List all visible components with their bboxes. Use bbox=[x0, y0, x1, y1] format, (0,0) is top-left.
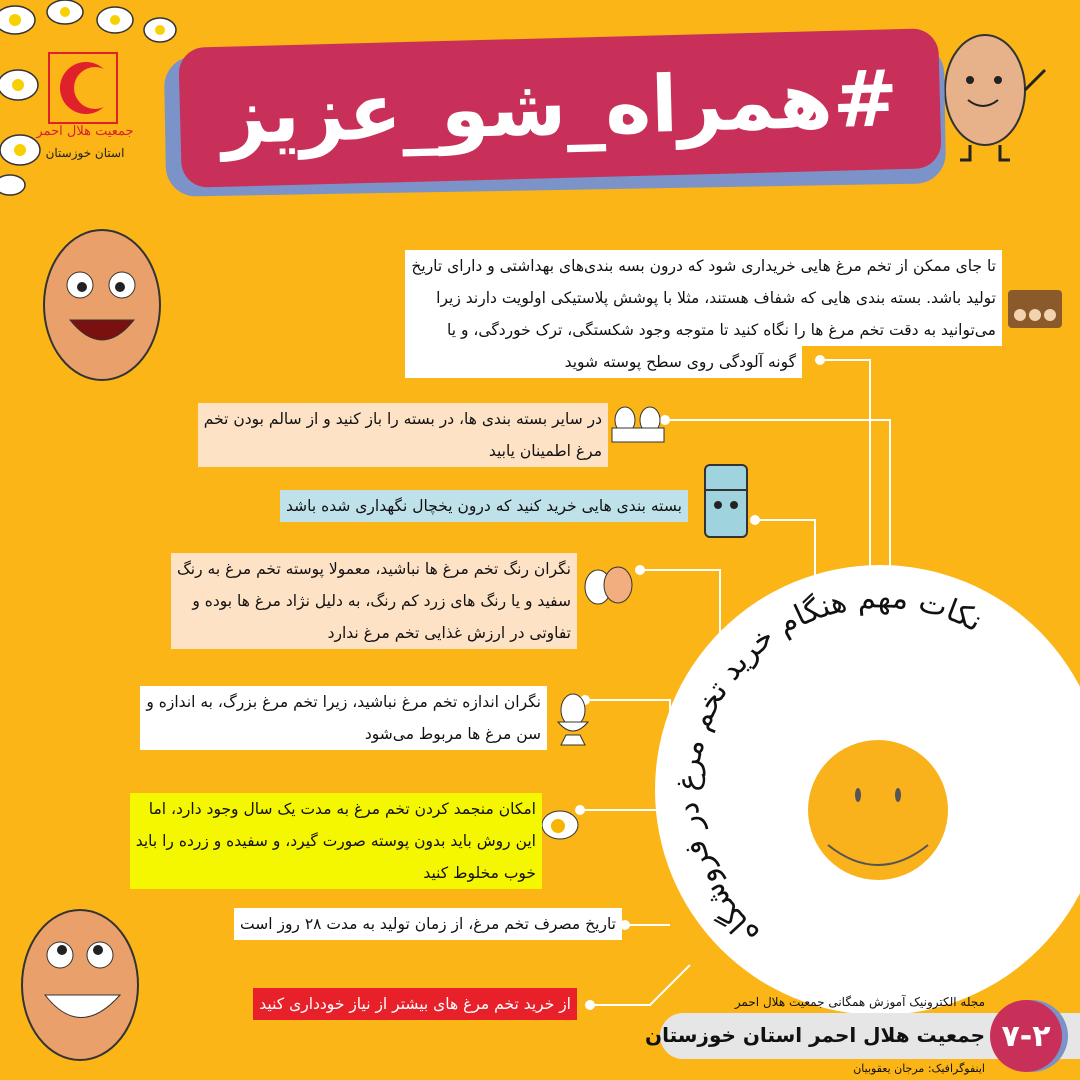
tip-line: بسته بندی هایی خرید کنید که درون یخچال نگهداری شده باشد bbox=[280, 494, 688, 518]
fridge-icon bbox=[705, 465, 747, 537]
tip-1 bbox=[405, 250, 1002, 378]
tip-line: تفاوتی در ارزش غذایی تخم مرغ ندارد bbox=[322, 621, 577, 645]
tip-line: تاریخ مصرف تخم مرغ، از زمان تولید به مدت ۲۸ روز است bbox=[234, 912, 622, 936]
two-eggs-icon bbox=[585, 567, 632, 604]
tip-line: نگران رنگ تخم مرغ ها نباشید، معمولا پوسته تخم مرغ به رنگ bbox=[171, 557, 577, 581]
tip-line: تولید باشد. بسته بندی هایی که شفاف هستند، مثلا با پوشش پلاستیکی اولویت دارند زیرا bbox=[430, 286, 1002, 310]
tip-2 bbox=[198, 403, 608, 467]
eggs-tray-icon bbox=[612, 407, 664, 442]
egg-character-left bbox=[44, 230, 160, 380]
credit: اینفوگرافیک: مرجان یعقوبیان bbox=[853, 1062, 985, 1075]
tip-8 bbox=[253, 988, 577, 1020]
tip-line: خوب مخلوط کنید bbox=[417, 861, 542, 885]
tip-line: مرغ اطمینان یابید bbox=[483, 439, 608, 463]
org-name: جمعیت هلال احمر استان خوزستان bbox=[645, 1023, 985, 1047]
tip-line: نگران اندازه تخم مرغ نباشید، زیرا تخم مرغ بزرگ، به اندازه و bbox=[140, 690, 547, 714]
tip-6 bbox=[130, 793, 542, 889]
hashtag-title: #همراه_شو_عزیز bbox=[220, 54, 900, 162]
tip-line: سن مرغ ها مربوط می‌شود bbox=[359, 722, 547, 746]
tip-line: گونه آلودگی روی سطح پوسته شوید bbox=[559, 350, 802, 374]
tip-7 bbox=[234, 908, 622, 940]
tip-line: در سایر بسته بندی ها، در بسته را باز کنید و از سالم بودن تخم bbox=[198, 407, 608, 431]
egg-carton-icon bbox=[1008, 290, 1062, 328]
logo-text-province: استان خوزستان bbox=[45, 146, 125, 160]
tip-3 bbox=[280, 490, 688, 522]
magazine-name: مجله الکترونیک آموزش همگانی جمعیت هلال احمر bbox=[734, 995, 985, 1009]
tip-4 bbox=[171, 553, 577, 649]
egg-character-bottom bbox=[22, 910, 138, 1060]
circle-title: نکات مهم هنگام خرید تخم مرغ در فروشگاه bbox=[670, 580, 989, 952]
tip-line: می‌توانید به دقت تخم مرغ ها را نگاه کنید تا متوجه وجود شکستگی، ترک خوردگی، و یا bbox=[441, 318, 1002, 342]
tip-line: این روش باید بدون پوسته صورت گیرد، و سفیده و زرده را باید bbox=[130, 829, 542, 853]
tip-line: از خرید تخم مرغ های بیشتر از نیاز خودداری کنید bbox=[253, 992, 577, 1016]
title-banner bbox=[178, 28, 941, 188]
red-crescent-logo bbox=[48, 52, 118, 124]
egg-cup-icon bbox=[558, 694, 588, 745]
fried-egg-icon bbox=[542, 811, 578, 839]
smiley-sun bbox=[808, 740, 948, 880]
tip-5 bbox=[140, 686, 547, 750]
tip-line: تا جای ممکن از تخم مرغ هایی خریداری شود که درون بسه بندی‌های بهداشتی و دارای تاریخ bbox=[405, 254, 1002, 278]
tip-line: امکان منجمد کردن تخم مرغ به مدت یک سال وجود دارد، اما bbox=[143, 797, 542, 821]
egg-character-top bbox=[945, 35, 1045, 160]
logo-text-org: جمعیت هلال احمر bbox=[36, 124, 134, 139]
tip-line: سفید و یا رنگ های زرد کم رنگ، به دلیل نژاد مرغ ها بوده و bbox=[186, 589, 577, 613]
issue-badge: ۷-۲ bbox=[990, 1000, 1062, 1072]
